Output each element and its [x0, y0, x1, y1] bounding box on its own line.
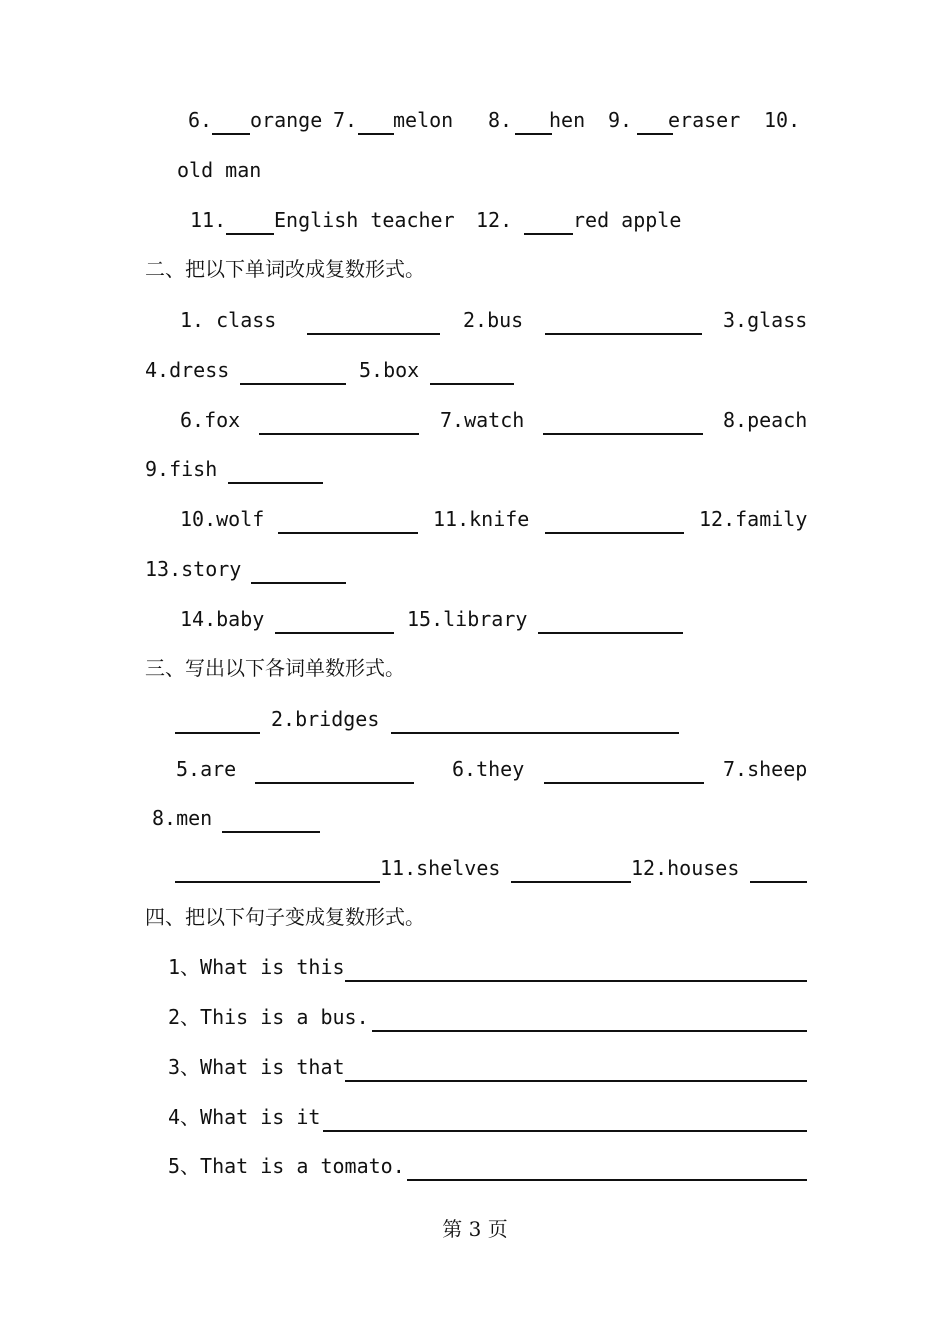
item-word: hen — [549, 108, 586, 132]
page-number: 第 3 页 — [442, 1217, 508, 1241]
sentence-text: 1、What is this — [168, 955, 345, 979]
item-word: 8.men — [152, 806, 213, 830]
section4-row-5 — [0, 1151, 950, 1181]
item-word: 5.box — [359, 358, 420, 382]
item-word: 11.knife — [433, 507, 530, 531]
section2-row-7 — [0, 604, 950, 634]
section4-row-1 — [0, 952, 950, 982]
item-word: English teacher — [274, 208, 455, 232]
item-word: 9.fish — [145, 457, 218, 481]
section3-row-4 — [0, 853, 950, 883]
answer-blank[interactable] — [515, 133, 552, 135]
answer-line[interactable] — [407, 1179, 807, 1181]
item-word: 11.shelves — [380, 856, 501, 880]
part1-row-1 — [0, 105, 950, 135]
item-number: 12. — [476, 208, 513, 232]
answer-blank[interactable] — [307, 333, 440, 335]
item-word: 8.peach — [723, 408, 808, 432]
item-word: 13.story — [145, 557, 242, 581]
answer-blank[interactable] — [544, 782, 704, 784]
answer-blank[interactable] — [278, 532, 418, 534]
item-word: red apple — [573, 208, 682, 232]
answer-blank[interactable] — [358, 133, 394, 135]
item-word: 7.watch — [440, 408, 525, 432]
sentence-text: 4、What is it — [168, 1105, 321, 1129]
answer-blank[interactable] — [226, 233, 274, 235]
item-word: 5.are — [176, 757, 237, 781]
item-word: 15.library — [407, 607, 528, 631]
section2-row-5 — [0, 504, 950, 534]
answer-blank[interactable] — [543, 433, 703, 435]
item-word: orange — [250, 108, 323, 132]
section2-row-4 — [0, 454, 950, 484]
item-word: 12.houses — [631, 856, 740, 880]
section2-row-3 — [0, 405, 950, 435]
item-word: 12.family — [699, 507, 808, 531]
section3-row-3 — [0, 803, 950, 833]
item-word: 6.they — [452, 757, 525, 781]
sentence-text: 5、That is a tomato. — [168, 1154, 405, 1178]
answer-blank[interactable] — [240, 383, 346, 385]
section4-row-4 — [0, 1102, 950, 1132]
section-2-title: 二、把以下单词改成复数形式。 — [145, 257, 425, 281]
section4-row-3 — [0, 1052, 950, 1082]
item-word: 3.glass — [723, 308, 808, 332]
item-word: 10.wolf — [180, 507, 265, 531]
section2-row-1 — [0, 305, 950, 335]
answer-line[interactable] — [323, 1130, 807, 1132]
answer-blank[interactable] — [228, 482, 323, 484]
section2-row-2 — [0, 355, 950, 385]
sentence-text: 3、What is that — [168, 1055, 345, 1079]
answer-blank[interactable] — [545, 532, 684, 534]
answer-blank[interactable] — [430, 383, 514, 385]
answer-blank[interactable] — [275, 632, 394, 634]
answer-blank[interactable] — [545, 333, 702, 335]
item-number: 10. — [764, 108, 801, 132]
answer-blank[interactable] — [259, 433, 419, 435]
item-word: 7.sheep — [723, 757, 808, 781]
part1-row-3 — [0, 205, 950, 235]
item-word: old man — [177, 158, 262, 182]
answer-blank[interactable] — [750, 881, 807, 883]
item-number: 11. — [190, 208, 227, 232]
answer-blank[interactable] — [251, 582, 346, 584]
section3-row-1 — [0, 704, 950, 734]
answer-line[interactable] — [372, 1030, 807, 1032]
answer-blank[interactable] — [538, 632, 683, 634]
answer-line[interactable] — [345, 1080, 807, 1082]
part1-row-2 — [0, 155, 950, 185]
answer-line[interactable] — [345, 980, 807, 982]
item-number: 6. — [188, 108, 213, 132]
section4-row-2 — [0, 1002, 950, 1032]
section-4-title: 四、把以下句子变成复数形式。 — [145, 905, 425, 929]
answer-blank[interactable] — [391, 732, 679, 734]
answer-blank[interactable] — [175, 881, 380, 883]
answer-blank[interactable] — [222, 831, 320, 833]
item-number: 9. — [608, 108, 633, 132]
sentence-text: 2、This is a bus. — [168, 1005, 369, 1029]
item-word: eraser — [668, 108, 741, 132]
item-word: 1. class — [180, 308, 277, 332]
section2-row-6 — [0, 554, 950, 584]
answer-blank[interactable] — [212, 133, 250, 135]
section-3-title: 三、写出以下各词单数形式。 — [145, 656, 405, 680]
item-word: 6.fox — [180, 408, 241, 432]
section3-row-2 — [0, 754, 950, 784]
item-number: 7. — [333, 108, 358, 132]
answer-blank[interactable] — [255, 782, 414, 784]
item-word: 2.bridges — [271, 707, 380, 731]
item-word: 2.bus — [463, 308, 524, 332]
answer-blank[interactable] — [511, 881, 631, 883]
item-word: 14.baby — [180, 607, 265, 631]
item-word: 4.dress — [145, 358, 230, 382]
answer-blank[interactable] — [175, 732, 260, 734]
answer-blank[interactable] — [524, 233, 573, 235]
item-number: 8. — [488, 108, 513, 132]
item-word: melon — [393, 108, 454, 132]
